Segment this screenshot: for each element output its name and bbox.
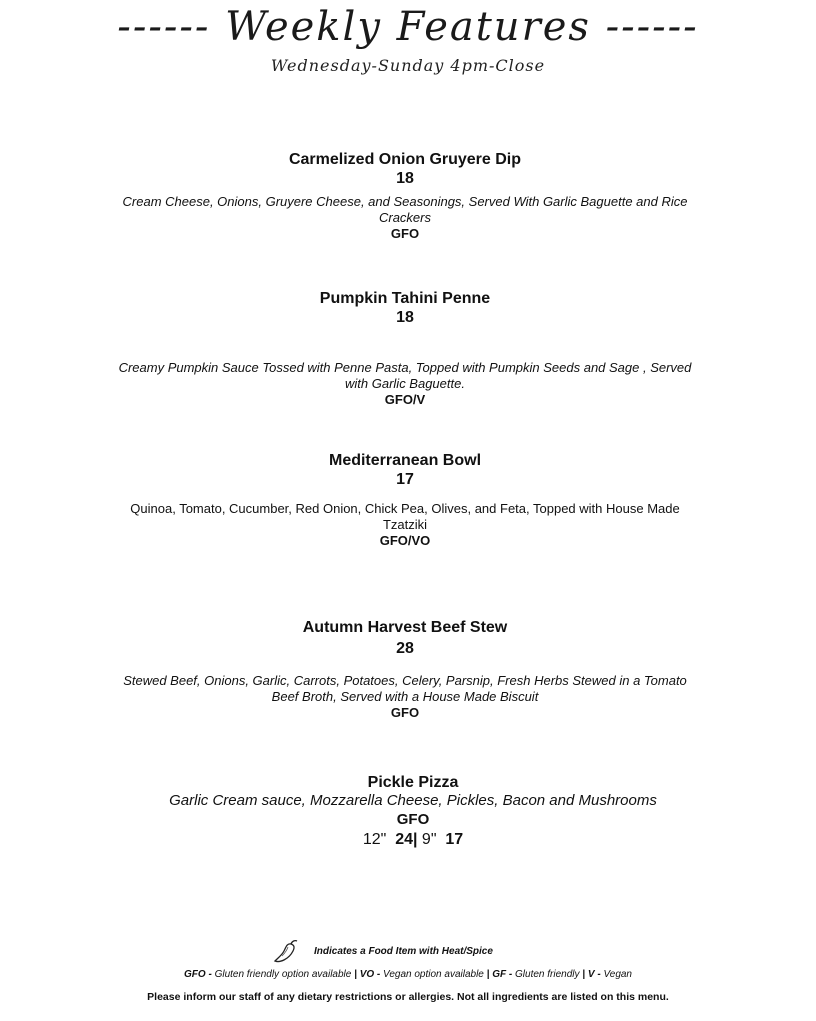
- spice-legend-label: Indicates a Food Item with Heat/Spice: [314, 945, 493, 957]
- allergy-notice: Please inform our staff of any dietary restrictions or allergies. Not all ingredients are listed on this menu.: [147, 991, 669, 1003]
- item-name: Pumpkin Tahini Penne: [319, 290, 491, 307]
- gf-text: Gluten friendly: [515, 969, 580, 980]
- item-description: Stewed Beef, Onions, Garlic, Carrots, Potatoes, Celery, Parsnip, Fresh Herbs Stewed in a Tomato Beef Broth, Served with a House Made Biscuit: [123, 673, 687, 704]
- price-small: 17: [445, 831, 464, 848]
- item-price: 18: [396, 170, 414, 187]
- item-description: Quinoa, Tomato, Cucumber, Red Onion, Chick Pea, Olives, and Feta, Topped with House Made Tzatziki: [130, 501, 680, 532]
- gfo-code: GFO -: [184, 969, 212, 980]
- gfo-text: Gluten friendly option available: [214, 969, 352, 980]
- size-separator: |: [412, 831, 418, 848]
- menu-item-mediterranean-bowl: [110, 451, 700, 549]
- v-text: Vegan: [603, 969, 632, 980]
- chili-pepper-icon: [272, 938, 302, 964]
- vo-code: VO -: [359, 969, 381, 980]
- gf-code: GF -: [492, 969, 513, 980]
- size-large: 12": [362, 831, 387, 848]
- item-price: 28: [396, 640, 414, 657]
- item-name: Autumn Harvest Beef Stew: [302, 619, 508, 636]
- legend-divider: |: [486, 969, 490, 980]
- item-description: Creamy Pumpkin Sauce Tossed with Penne Pasta, Topped with Pumpkin Seeds and Sage , Served with Garlic Baguette.: [118, 360, 692, 391]
- item-name: Mediterranean Bowl: [328, 452, 482, 469]
- item-diet-tag: GFO/VO: [379, 533, 431, 548]
- menu-item-pickle-pizza: [108, 773, 718, 851]
- vo-text: Vegan option available: [383, 969, 484, 980]
- item-name: Carmelized Onion Gruyere Dip: [288, 151, 522, 168]
- item-diet-tag: GFO: [396, 811, 430, 828]
- legend-divider: |: [582, 969, 586, 980]
- menu-item-beef-stew: [110, 618, 700, 721]
- item-diet-tag: GFO: [390, 226, 420, 241]
- item-diet-tag: GFO: [390, 705, 420, 720]
- item-name: Pickle Pizza: [367, 774, 459, 791]
- page-title: ------ Weekly Features ------: [117, 4, 699, 50]
- item-price: 17: [396, 471, 414, 488]
- size-small: 9": [421, 831, 437, 848]
- menu-item-onion-dip: [110, 150, 700, 242]
- item-diet-tag: GFO/V: [384, 392, 426, 407]
- spice-legend: [272, 938, 493, 964]
- pizza-sizes: [108, 829, 718, 851]
- price-large: 24: [395, 831, 413, 848]
- menu-item-pumpkin-penne: [110, 289, 700, 408]
- item-price: 18: [396, 309, 414, 326]
- v-code: V -: [587, 969, 601, 980]
- item-description: Garlic Cream sauce, Mozzarella Cheese, Pickles, Bacon and Mushrooms: [169, 792, 657, 809]
- item-description: Cream Cheese, Onions, Gruyere Cheese, and Seasonings, Served With Garlic Baguette and Rice Crackers: [122, 194, 688, 225]
- legend-divider: |: [354, 969, 357, 980]
- diet-code-legend: [0, 969, 816, 980]
- page-subtitle: Wednesday-Sunday 4pm-Close: [270, 56, 546, 75]
